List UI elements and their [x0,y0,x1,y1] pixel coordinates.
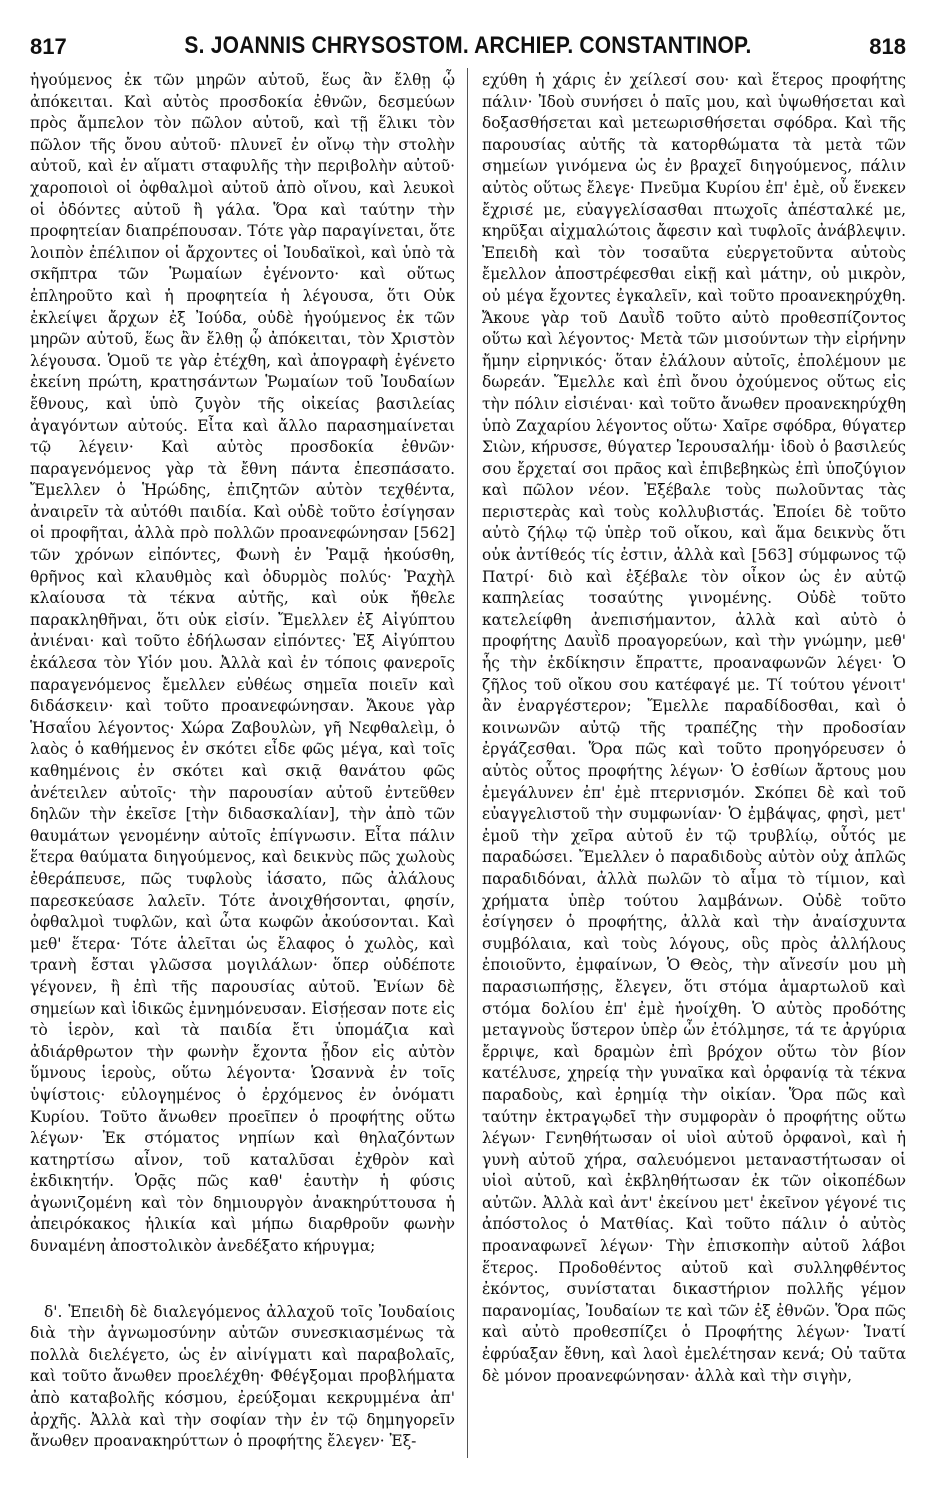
running-title: S. JOANNIS CHRYSOSTOM. ARCHIEP. CONSTANTINOP. [184,32,752,59]
page-header [30,34,906,64]
left-column [30,70,455,1453]
section-break [30,1258,455,1302]
left-paragraph-2: δ'. Ἐπειδὴ δὲ διαλεγόμενος ἀλλαχοῦ τοῖς Ἰουδαίοις διὰ τὴν ἀγνωμοσύνην αὐτῶν συνεσκιασμένως τὰ πολλὰ διελέγετο, ὡς ἐν αἰνίγματι καὶ παραβολαῖς, καὶ τοῦτο ἄνωθεν προελέχθη· Φθέγξομαι προβλήματα ἀπὸ καταβολῆς κόσμου, ἐρεύξομαι κεκρυμμένα ἀπ' ἀρχῆς. Ἀλλὰ καὶ τὴν σοφίαν τὴν ἐν τῷ δημηγορεῖν ἄνωθεν προανακηρύττων ὁ προφήτης ἔλεγεν· Ἐξ- [30,1302,455,1451]
right-paragraph-1: εχύθη ἡ χάρις ἐν χείλεσί σου· καὶ ἕτερος προφήτης πάλιν· Ἰδοὺ συνήσει ὁ παῖς μου, καὶ ὑψωθήσεται καὶ δοξασθήσεται καὶ μετεωρισθήσεται σφόδρα. Καὶ τῆς παρουσίας αὐτῆς τὰ κατορθώματα τὰ μετὰ τῶν σημείων γινόμενα ὡς ἐν βραχεῖ διηγούμενος, πάλιν αὐτὸς οὕτως ἔλεγε· Πνεῦμα Κυρίου ἐπ' ἐμὲ, οὗ ἕνεκεν ἔχρισέ με, εὐαγγελίσασθαι πτωχοῖς ἀπέσταλκέ με, κηρῦξαι αἰχμαλώτοις ἄφεσιν καὶ τυφλοῖς ἀνάβλεψιν. Ἐπειδὴ καὶ τὸν τοσαῦτα εὐεργετοῦντα αὐτοὺς ἔμελλον ἀποστρέφεσθαι εἰκῇ καὶ μάτην, οὐ μικρὸν, οὐ μέγα ἔχοντες ἐγκαλεῖν, καὶ τοῦτο προανεκηρύχθη. Ἄκουε γὰρ τοῦ Δαυῒδ τοῦτο αὐτὸ προθεσπίζοντος οὕτω καὶ λέγοντος· Μετὰ τῶν μισούντων τὴν εἰρήνην ἤμην εἰρηνικός· ὅταν ἐλάλουν αὐτοῖς, ἐπολέμουν με δωρεάν. Ἔμελλε καὶ ἐπὶ ὄνου ὀχούμενος οὕτως εἰς τὴν πόλιν εἰσιέναι· καὶ τοῦτο ἄνωθεν προανεκηρύχθη ὑπὸ Ζαχαρίου λέγοντος οὕτω· Χαῖρε σφόδρα, θύγατερ Σιὼν, κήρυσσε, θύγατερ Ἱερουσαλήμ· ἰδοὺ ὁ βασιλεύς σου ἔρχεταί σοι πρᾶος καὶ ἐπιβεβηκὼς ἐπὶ ὑποζύγιον καὶ πῶλον νέον. Ἐξέβαλε τοὺς πωλοῦντας τὰς περιστερὰς καὶ τοὺς κολλυβιστάς. Ἐποίει δὲ τοῦτο αὐτὸ ζήλῳ τῷ ὑπὲρ τοῦ οἴκου, καὶ ἅμα δεικνὺς ὅτι οὐκ ἀντίθεός τίς ἐστιν, ἀλλὰ καὶ [563] σύμφωνος τῷ Πατρί· διὸ καὶ ἐξέβαλε τὸν οἶκον ὡς ἐν αὐτῷ καπηλείας τοσαύτης γινομένης. Οὐδὲ τοῦτο κατελείφθη ἀνεπισήμαντον, ἀλλὰ καὶ αὐτὸ ὁ προφήτης Δαυῒδ προαγορεύων, καὶ τὴν γνώμην, μεθ' ἧς τὴν ἐκδίκησιν ἔπραττε, προαναφωνῶν λέγει· Ὁ ζῆλος τοῦ οἴκου σου κατέφαγέ με. Τί τούτου γένοιτ' ἂν ἐναργέστερον; Ἔμελλε παραδίδοσθαι, καὶ ὁ κοινωνῶν αὐτῷ τῆς τραπέζης τὴν προδοσίαν ἐργάζεσθαι. Ὅρα πῶς καὶ τοῦτο προηγόρευσεν ὁ αὐτὸς οὗτος προφήτης λέγων· Ὁ ἐσθίων ἄρτους μου ἐμεγάλυνεν ἐπ' ἐμὲ πτερνισμόν. Σκόπει δὲ καὶ τοῦ εὐαγγελιστοῦ τὴν συμφωνίαν· Ὁ ἐμβάψας, φησὶ, μετ' ἐμοῦ τὴν χεῖρα αὐτοῦ ἐν τῷ τρυβλίῳ, οὗτός με παραδώσει. Ἔμελλεν ὁ παραδιδοὺς αὐτὸν οὐχ ἁπλῶς παραδιδόναι, ἀλλὰ πωλῶν τὸ αἷμα τὸ τίμιον, καὶ χρήματα ὑπὲρ τούτου λαμβάνων. Οὐδὲ τοῦτο ἐσίγησεν ὁ προφήτης, ἀλλὰ καὶ τὴν ἀναίσχυντα συμβόλαια, καὶ τοὺς λόγους, οὓς πρὸς ἀλλήλους ἐποιοῦντο, ἐμφαίνων, Ὁ Θεὸς, τὴν αἴνεσίν μου μὴ παρασιωπήσῃς, ἔλεγεν, ὅτι στόμα ἁμαρτωλοῦ καὶ στόμα δολίου ἐπ' ἐμὲ ἠνοίχθη. Ὁ αὐτὸς προδότης μεταγνοὺς ὕστερον ὑπὲρ ὧν ἐτόλμησε, τά τε ἀργύρια ἔρριψε, καὶ δραμὼν ἐπὶ βρόχον οὕτω τὸν βίον κατέλυσε, χηρείᾳ τὴν γυναῖκα καὶ ὀρφανίᾳ τὰ τέκνα παραδοὺς, καὶ ἐρημίᾳ τὴν οἰκίαν. Ὅρα πῶς καὶ ταύτην ἐκτραγῳδεῖ τὴν συμφορὰν ὁ προφήτης οὕτω λέγων· Γενηθήτωσαν οἱ υἱοὶ αὐτοῦ ὀρφανοὶ, καὶ ἡ γυνὴ αὐτοῦ χήρα, σαλευόμενοι μεταναστήτωσαν οἱ υἱοὶ αὐτοῦ, καὶ ἐκβληθήτωσαν ἐκ τῶν οἰκοπέδων αὐτῶν. Ἀλλὰ καὶ ἀντ' ἐκείνου μετ' ἐκεῖνον γέγονέ τις ἀπόστολος ὁ Ματθίας. Καὶ τοῦτο πάλιν ὁ αὐτὸς προαναφωνεῖ λέγων· Τὴν ἐπισκοπὴν αὐτοῦ λάβοι ἕτερος. Προδοθέντος αὐτοῦ καὶ συλληφθέντος ἐκόντος, συνίσταται δικαστήριον πολλῆς γέμον παρανομίας, Ἰουδαίων τε καὶ τῶν ἐξ ἐθνῶν. Ὅρα πῶς καὶ αὐτὸ προθεσπίζει ὁ Προφήτης λέγων· Ἱνατί ἐφρύαξαν ἔθνη, καὶ λαοὶ ἐμελέτησαν κενά; Οὐ ταῦτα δὲ μόνον προανεφώνησαν· ἀλλὰ καὶ τὴν σιγὴν, [482,71,906,1385]
right-column-number: 818 [869,34,906,59]
left-column-number: 817 [30,34,67,59]
left-paragraph-1: ἡγούμενος ἐκ τῶν μηρῶν αὐτοῦ, ἕως ἂν ἔλθῃ ᾧ ἀπόκειται. Καὶ αὐτὸς προσδοκία ἐθνῶν, δεσμεύων πρὸς ἄμπελον τὸν πῶλον αὐτοῦ, καὶ τῇ ἕλικι τὸν πῶλον τῆς ὄνου αὐτοῦ· πλυνεῖ ἐν οἴνῳ τὴν στολὴν αὐτοῦ, καὶ ἐν αἵματι σταφυλῆς τὴν περιβολὴν αὐτοῦ· χαροποιοὶ οἱ ὀφθαλμοὶ αὐτοῦ ἀπὸ οἴνου, καὶ λευκοὶ οἱ ὀδόντες αὐτοῦ ἢ γάλα. Ὅρα καὶ ταύτην τὴν προφητείαν διαπρέπουσαν. Τότε γὰρ παραγίνεται, ὅτε λοιπὸν ἐπέλιπον οἱ ἄρχοντες οἱ Ἰουδαϊκοὶ, καὶ ὑπὸ τὰ σκῆπτρα τῶν Ῥωμαίων ἐγένοντο· καὶ οὕτως ἐπληροῦτο καὶ ἡ προφητεία ἡ λέγουσα, ὅτι Οὐκ ἐκλείψει ἄρχων ἐξ Ἰούδα, οὐδὲ ἡγούμενος ἐκ τῶν μηρῶν αὐτοῦ, ἕως ἂν ἔλθῃ ᾧ ἀπόκειται, τὸν Χριστὸν λέγουσα. Ὁμοῦ τε γὰρ ἐτέχθη, καὶ ἀπογραφὴ ἐγένετο ἐκείνη πρώτη, κρατησάντων Ῥωμαίων τοῦ Ἰουδαίων ἔθνους, καὶ ὑπὸ ζυγὸν τῆς οἰκείας βασιλείας ἀγαγόντων αὐτούς. Εἶτα καὶ ἄλλο παρασημαίνεται τῷ λέγειν· Καὶ αὐτὸς προσδοκία ἐθνῶν· παραγενόμενος γὰρ τὰ ἔθνη πάντα ἐπεσπάσατο. Ἔμελλεν ὁ Ἡρώδης, ἐπιζητῶν αὐτὸν τεχθέντα, ἀναιρεῖν τὰ αὐτόθι παιδία. Καὶ οὐδὲ τοῦτο ἐσίγησαν οἱ προφῆται, ἀλλὰ πρὸ πολλῶν προανεφώνησαν [562] τῶν χρόνων εἰπόντες, Φωνὴ ἐν Ῥαμᾷ ἠκούσθη, θρῆνος καὶ κλαυθμὸς καὶ ὀδυρμὸς πολύς· Ῥαχὴλ κλαίουσα τὰ τέκνα αὐτῆς, καὶ οὐκ ἤθελε παρακληθῆναι, ὅτι οὐκ εἰσίν. Ἔμελλεν ἐξ Αἰγύπτου ἀνιέναι· καὶ τοῦτο ἐδήλωσαν εἰπόντες· Ἐξ Αἰγύπτου ἐκάλεσα τὸν Υἱόν μου. Ἀλλὰ καὶ ἐν τόποις φανεροῖς παραγενόμενος ἔμελλεν εὐθέως σημεῖα ποιεῖν καὶ διδάσκειν· καὶ τοῦτο προανεφώνησαν. Ἄκουε γὰρ Ἡσαΐου λέγοντος· Χώρα Ζαβουλὼν, γῆ Νεφθαλεὶμ, ὁ λαὸς ὁ καθήμενος ἐν σκότει εἶδε φῶς μέγα, καὶ τοῖς καθημένοις ἐν σκότει καὶ σκιᾷ θανάτου φῶς ἀνέτειλεν αὐτοῖς· τὴν παρουσίαν αὐτοῦ ἐντεῦθεν δηλῶν τὴν ἐκεῖσε [τὴν διδασκαλίαν], τὴν ἀπὸ τῶν θαυμάτων γενομένην αὐτοῖς ἐπίγνωσιν. Εἶτα πάλιν ἕτερα θαύματα διηγούμενος, καὶ δεικνὺς πῶς χωλοὺς ἐθεράπευσε, πῶς τυφλοὺς ἰάσατο, πῶς ἀλάλους παρεσκεύασε λαλεῖν. Τότε ἀνοιχθήσονται, φησίν, ὀφθαλμοὶ τυφλῶν, καὶ ὦτα κωφῶν ἀκούσονται. Καὶ μεθ' ἕτερα· Τότε ἁλεῖται ὡς ἔλαφος ὁ χωλὸς, καὶ τρανὴ ἔσται γλῶσσα μογιλάλων· ὅπερ οὐδέποτε γέγονεν, ἢ ἐπὶ τῆς παρουσίας αὐτοῦ. Ἐνίων δὲ σημείων καὶ ἰδικῶς ἐμνημόνευσαν. Εἰσῄεσαν ποτε εἰς τὸ ἱερὸν, καὶ τὰ παιδία ἔτι ὑπομάζια καὶ ἀδιάρθρωτον τὴν φωνὴν ἔχοντα ᾖδον εἰς αὐτὸν ὕμνους ἱεροὺς, οὕτω λέγοντα· Ὡσαννὰ ἐν τοῖς ὑψίστοις· εὐλογημένος ὁ ἐρχόμενος ἐν ὀνόματι Κυρίου. Τοῦτο ἄνωθεν προεῖπεν ὁ προφήτης οὕτω λέγων· Ἐκ στόματος νηπίων καὶ θηλαζόντων κατηρτίσω αἶνον, τοῦ καταλῦσαι ἐχθρὸν καὶ ἐκδικητήν. Ὁρᾷς πῶς καθ' ἑαυτὴν ἡ φύσις ἀγωνιζομένη καὶ τὸν δημιουργὸν ἀνακηρύττουσα ἡ ἀπειρόκακος ἡλικία καὶ μήπω διαρθροῦν φωνὴν δυναμένη ἀποστολικὸν ἀνεδέξατο κήρυγμα; [30,71,455,1256]
column-divider [467,68,468,1458]
right-column [482,70,906,1387]
